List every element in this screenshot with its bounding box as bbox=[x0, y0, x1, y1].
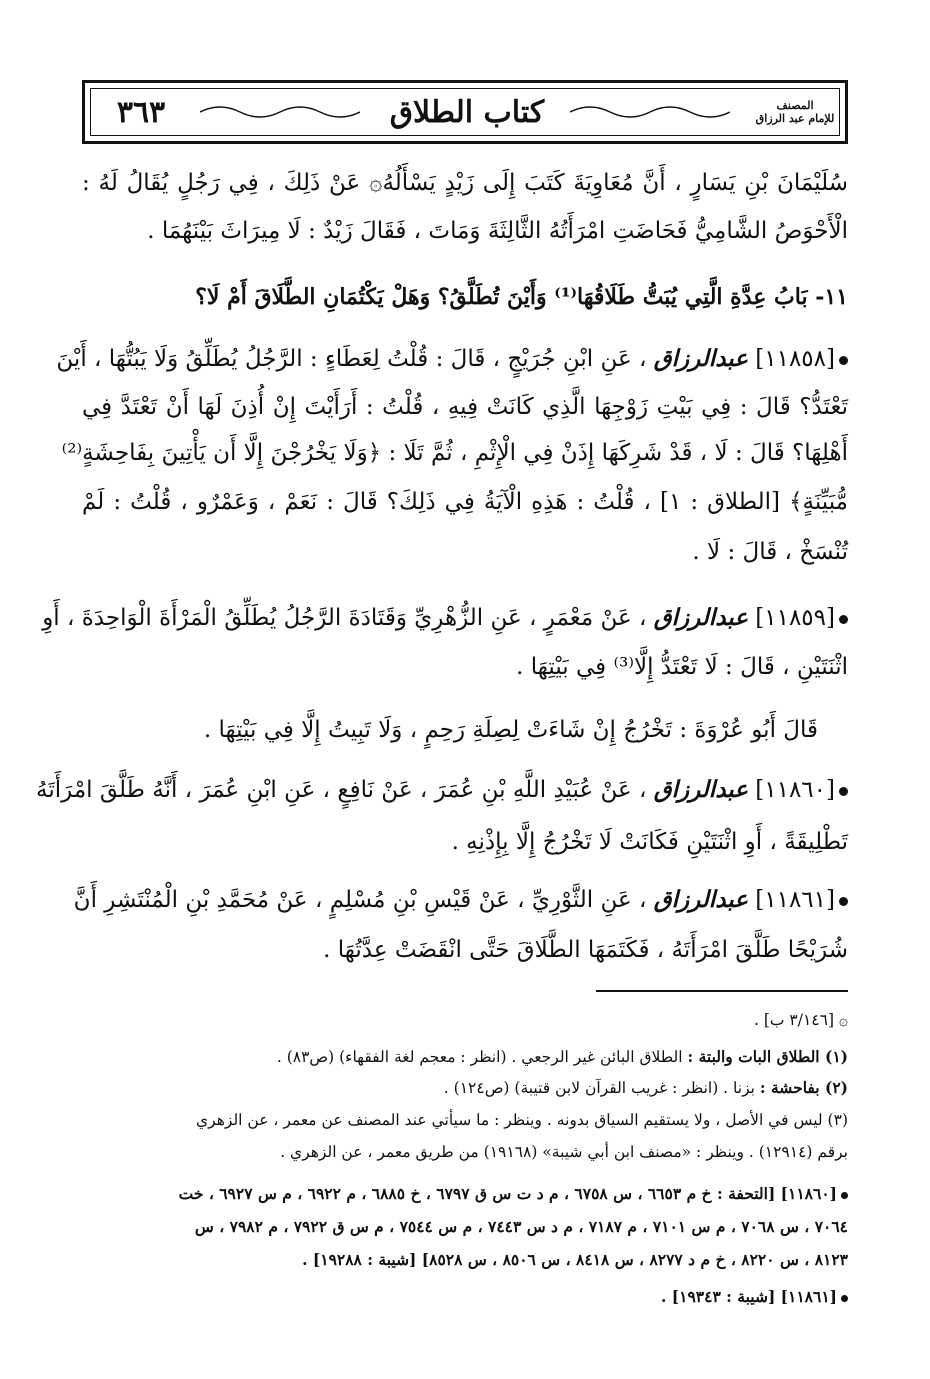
seal-line-1: المصنف bbox=[776, 99, 814, 112]
entry-11858-line-1 bbox=[56, 339, 848, 379]
footnote-text: بزنا . (انظر : غريب القرآن لابن قتيبة) (ص١٢٤) . bbox=[443, 1079, 755, 1097]
author-seal bbox=[752, 86, 838, 138]
footnote-divider bbox=[596, 990, 848, 992]
ref-line-3 bbox=[82, 1248, 848, 1272]
entry-11861-line-2: شُرَيْحًا طَلَّقَ امْرَأَتَهُ ، فَكَتَمَهَا الطَّلَاقَ حَتَّى انْقَضَتْ عِدَّتُهَا . bbox=[323, 937, 848, 963]
entry-11858-line-5: تُنْسَخْ ، قَالَ : لَا . bbox=[692, 539, 848, 565]
page-number: ٣٦٣ bbox=[116, 94, 166, 130]
entry-text: ، عَنِ الثَّوْرِيِّ ، عَنْ قَيْسِ بْنِ مُسْلِمٍ ، عَنْ مُحَمَّدِ بْنِ الْمُنْتَشِرِ أَنَّ bbox=[73, 887, 647, 913]
bullet-icon bbox=[841, 1295, 848, 1302]
opening-line-1: سُلَيْمَانَ بْنِ يَسَارٍ ، أَنَّ مُعَاوِيَةَ كَتَبَ إِلَى زَيْدٍ يَسْأَلُهُ۞ عَنْ ذَلِكَ ، فِي رَجُلٍ يُقَالُ لَهُ : bbox=[82, 170, 848, 196]
entry-11858-line-4: مُّبَيِّنَةٍ﴾ [الطلاق : ١] ، قُلْتُ : هَذِهِ الْآيَةُ فِي ذَلِكَ؟ قَالَ : نَعَمْ ، وَعَمْرٌو ، قُلْتُ : لَمْ bbox=[82, 489, 848, 515]
entry-11859-line-1 bbox=[42, 598, 848, 638]
book-title: كتاب الطلاق bbox=[389, 94, 545, 130]
swirl-ornament-left-icon bbox=[200, 102, 360, 122]
entry-number: [١١٨٦٠] bbox=[755, 777, 835, 803]
bullet-icon bbox=[841, 1192, 848, 1199]
running-header bbox=[82, 80, 848, 144]
ref-text: [١١٨٦١] [شيبة : ١٩٣٤٣] . bbox=[661, 1287, 837, 1306]
entry-11859-line-2: اثْنَتَيْنِ ، قَالَ : لَا تَعْتَدُّ إِلَّا⁽³⁾ فِي بَيْتِهَا . bbox=[516, 654, 848, 680]
chapter-heading: ١١- بَابُ عِدَّةِ الَّتِي يُبَتُّ طَلَاقُهَا⁽¹⁾ وَأَيْنَ تُطَلَّقُ؟ وَهَلْ يَكْتُمَانِ الطَّلَاقَ أَمْ لَا؟ bbox=[195, 284, 848, 310]
footnote-text: ليس في الأصل ، ولا يستقيم السياق بدونه . وينظر : ما سيأتي عند المصنف عن معمر ، عن الزهري bbox=[196, 1111, 823, 1129]
opening-line-2: الْأَحْوَصُ الشَّامِيُّ فَحَاضَتِ امْرَأَتُهُ الثَّالِثَةَ وَمَاتَ ، فَقَالَ زَيْدٌ : لَا مِيرَاثَ بَيْنَهُمَا . bbox=[147, 218, 848, 244]
swirl-ornament-right-icon bbox=[570, 102, 730, 122]
ref-line-2 bbox=[82, 1215, 848, 1239]
folio-note: ۞ [٣/١٤٦ ب] . bbox=[753, 1011, 848, 1029]
entry-text: ، عَنِ ابْنِ جُرَيْجٍ ، قَالَ : قُلْتُ لِعَطَاءٍ : الرَّجُلُ يُطَلِّقُ وَلَا يَبُتُّهَا ، أَيْنَ bbox=[56, 346, 647, 372]
narrator-name: عبدالرزاق bbox=[653, 604, 748, 631]
entry-11860-line-1 bbox=[36, 770, 848, 810]
narrator-name: عبدالرزاق bbox=[653, 886, 748, 913]
entry-11859-comment: قَالَ أَبُو عُرْوَةَ : تَخْرُجُ إِنْ شَاءَتْ لِصِلَةِ رَحِمٍ ، وَلَا تَبِيتُ إِلَّا فِي بَيْتِهَا . bbox=[203, 717, 818, 743]
ref-line-1 bbox=[82, 1182, 848, 1206]
entry-text: ، عَنْ عُبَيْدِ اللَّهِ بْنِ عُمَرَ ، عَنْ نَافِعٍ ، عَنِ ابْنِ عُمَرَ ، أَنَّهُ طَلَّقَ امْرَأَتَهُ bbox=[36, 777, 647, 803]
footnote-term: (٢) بفاحشة : bbox=[759, 1078, 848, 1097]
footnote-text: الطلاق البائن غير الرجعي . (انظر : معجم لغة الفقهاء) (ص٨٣) . bbox=[276, 1048, 683, 1066]
entry-number: [١١٨٥٨] bbox=[755, 346, 835, 372]
footnote-3-cont: برقم (١٢٩١٤) . وينظر : «مصنف ابن أبي شيبة» (١٩١٦٨) من طريق معمر ، عن الزهري . bbox=[280, 1143, 848, 1161]
footnote-1 bbox=[82, 1045, 848, 1069]
narrator-name: عبدالرزاق bbox=[653, 776, 748, 803]
ref-text: ٨١٢٣ ، س ٨٢٢٠ ، خ م د ٨٢٧٧ ، س ٨٤١٨ ، س ٨٥٠٦ ، س ٨٥٢٨] [شيبة : ١٩٢٨٨] . bbox=[302, 1250, 848, 1269]
entry-11858-line-2: تَعْتَدُّ؟ قَالَ : فِي بَيْتِ زَوْجِهَا الَّذِي كَانَتْ فِيهِ ، قُلْتُ : أَرَأَيْتَ إِنْ أُذِنَ لَهَا أَنْ تَعْتَدَّ فِي bbox=[82, 394, 848, 420]
footnote-term: (١) الطلاق البات والبتة : bbox=[687, 1047, 848, 1066]
narrator-name: عبدالرزاق bbox=[653, 345, 748, 372]
footnote-2 bbox=[82, 1076, 848, 1100]
entry-number: [١١٨٦١] bbox=[755, 887, 835, 913]
ref-text: ٧٠٦٤ ، س ٧٠٦٨ ، م س ٧١٠١ ، م ٧١٨٧ ، م د س ٧٤٤٣ ، م س ٧٥٤٤ ، م س ق ٧٩٢٢ ، م ٧٩٨٢ ، س bbox=[194, 1217, 848, 1236]
entry-11858-line-3: أَهْلِهَا؟ قَالَ : لَا ، قَدْ شَرِكَهَا إِذَنْ فِي الْإِثْمِ ، ثُمَّ تَلَا : ﴿وَلَا يَخْرُجْنَ إِلَّا أَن يَأْتِينَ بِفَاحِشَةٍ⁽²⁾ bbox=[61, 440, 848, 466]
entry-11861-line-1 bbox=[73, 880, 848, 920]
bullet-icon bbox=[839, 615, 848, 624]
footnote-3 bbox=[82, 1108, 848, 1132]
ref-text: [١١٨٦٠] [التحفة : خ م ٦٦٥٣ ، س ٦٧٥٨ ، م د ت س ق ٦٧٩٧ ، خ ٦٨٨٥ ، م ٦٩٢٢ ، م س ٦٩٢٧ ، خت bbox=[178, 1184, 837, 1203]
bullet-icon bbox=[839, 356, 848, 365]
bullet-icon bbox=[839, 897, 848, 906]
ref-line-4 bbox=[82, 1285, 848, 1309]
entry-number: [١١٨٥٩] bbox=[755, 605, 835, 631]
footnote-term: (٣) bbox=[827, 1111, 848, 1129]
entry-text: ، عَنْ مَعْمَرٍ ، عَنِ الزُّهْرِيِّ وَقَتَادَةَ الرَّجُلُ يُطَلِّقُ الْمَرْأَةَ الْوَاحِدَةَ ، أَوِ bbox=[42, 605, 647, 631]
bullet-icon bbox=[839, 787, 848, 796]
entry-11860-line-2: تَطْلِيقَةً ، أَوِ اثْنَتَيْنِ فَكَانَتْ لَا تَخْرُجُ إِلَّا بِإِذْنِهِ . bbox=[451, 829, 848, 855]
seal-line-2: للإمام عبد الرزاق bbox=[755, 112, 835, 125]
